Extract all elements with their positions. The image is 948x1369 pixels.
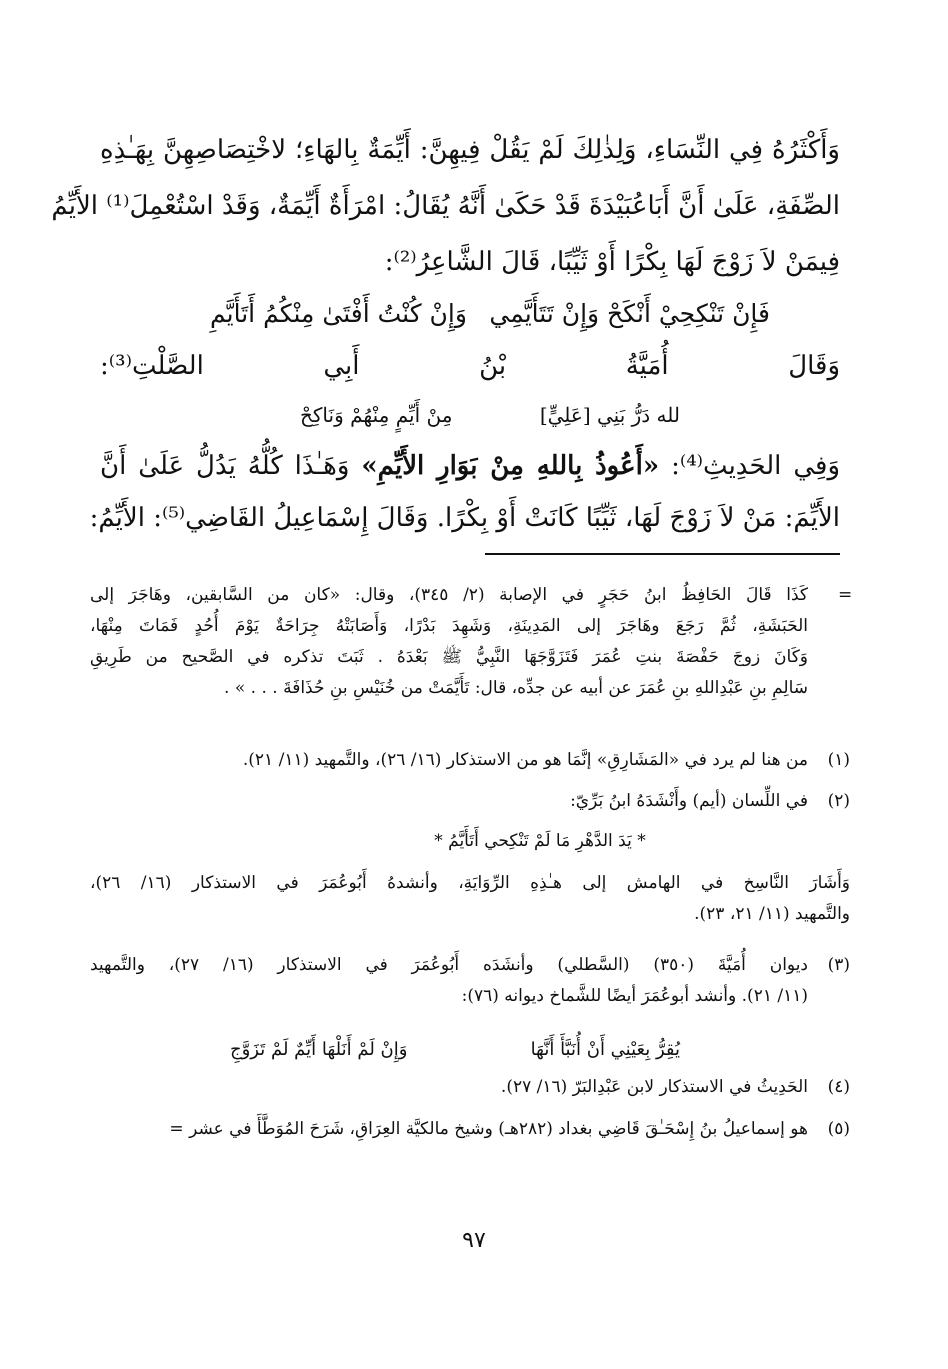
footnote-continuation-line: سَالِمِ بنِ عَبْدِاللهِ بنِ عُمَرَ عن أبيه عن جدِّه، قال: تَأَيَّمَتْ من خُنَيْسِ بنِ حُذَافَةَ . . . » . [224,678,808,698]
footnote-text: والتَّمهيد (١١/ ٢١، ٢٣). [694,904,850,924]
verse-1-second-hemistich: وَإِنْ كُنْتُ أَفْتَىٰ مِنْكُمُ أَتَأَيَّمِ [210,299,467,328]
main-text-closing-line: الأَيِّمَ: مَنْ لاَ زَوْجَ لَهَا، ثَيِّبًا كَانَتْ أَوْ بِكْرًا. وَقَالَ إِسْمَاعِيلُ القَاضِي⁽⁵⁾: الأَيِّمُ: [89,503,840,533]
hadith-after: وَهَـٰذَا كُلُّهُ يَدُلُّ عَلَىٰ أَنَّ [100,451,362,481]
footnote-2-verse [90,826,850,857]
footnote-3 [90,950,850,1012]
footnote-text: في اللِّسان (أيم) وأَنْشَدَهُ ابنُ بَرِّيّ: [570,791,808,811]
main-text-line-2: الصِّفَةِ، عَلَىٰ أَنَّ أَبَاعُبَيْدَةَ قَدْ حَكَىٰ أَنَّهُ يُقَالُ: امْرَأَةٌ أَيِّمَةٌ، وَقَدْ اسْتُعْمِلَ⁽¹⁾ الأَيِّمُ [51,191,840,221]
footnote-text: وَأَشَارَ النَّاسِخ في الهامش إلى هـٰذِهِ الرِّوَايَةِ، وأنشدهُ أَبُوعُمَرَ في الاستذكار (١٦/ ٢٦)، [90,873,850,893]
footnote-continuation-line: الحَبَشَةِ، ثُمَّ رَجَعَ وهَاجَرَ إلى المَدِينَةِ، وَشَهِدَ بَدْرًا، وَأَصَابَتْهُ جِرَاحَةٌ يَوْمَ أُحُدٍ فَمَاتَ مِنْهَا، [90,616,808,636]
continuation-mark: = [838,585,853,605]
main-text-line-3: فِيمَنْ لاَ زَوْجَ لَهَا بِكْرًا أَوْ ثَيِّبًا، قَالَ الشَّاعِرُ⁽²⁾: [384,247,840,277]
footnote-text: الحَدِيثُ في الاستذكار لابن عَبْدِالبَرّ (١٦/ ٢٧). [500,1077,808,1097]
footnote-2 [90,786,850,817]
verse-2-second-hemistich: مِنْ أَيِّمٍ مِنْهُمْ وَنَاكِحْ [300,403,453,427]
footnote-2-continued [90,868,850,930]
main-text-block [51,122,840,290]
footnote-text: من هنا لم يرد في «المَشَارِقِ» إنَّمَا هو من الاستذكار (١٦/ ٢٦)، والتَّمهيد (١١/ ٢١). [242,750,808,770]
page-number: ٩٧ [462,1228,486,1253]
footnote-3-verse-second: وَإِنْ لَمْ أَنَلْهَا أَيِّمٌ لَمْ تَزَوَّجِ [230,1039,408,1060]
hadith-line [100,438,840,494]
main-text-line-1: وَأَكْثَرُهُ فِي النِّسَاءِ، وَلِذٰلِكَ لَمْ يَقُلْ فِيهِنَّ: أَيِّمَةٌ بِالهَاءِ؛ لاخْتِصَاصِهِنَّ بِهَـٰذِهِ [100,135,840,165]
footnote-3-verse-first: يُقِرُّ بِعَيْنِي أَنْ أُنَبَّأَ أَنَّهَا [530,1039,680,1060]
poetry-verse-2 [300,398,680,432]
footnote-text: ديوان أُمَيَّةَ (٣٥٠) (السَّطلي) وأنشَدَه أَبُوعُمَرَ في الاستذكار (١٦/ ٢٧)، والتَّمهيد [90,955,809,975]
footnote-3-verse [230,1033,680,1067]
footnote-5 [90,1114,850,1145]
hadith-quote: «أَعُوذُ بِاللهِ مِنْ بَوَارِ الأَيِّمِ» [361,451,660,481]
verse-2-first-hemistich: لله دَرُّ بَنِي [عَلِيٍّ] [539,403,680,427]
footnote-number: (٢) [827,791,850,811]
footnote-number: (٥) [827,1119,850,1139]
footnote-continuation [90,580,853,704]
poetry-verse-1 [210,292,770,336]
footnote-separator [485,553,840,555]
footnote-text: هو إسماعيلُ بنُ إِسْحَـٰقَ قَاضِي بغداد (٢٨٢هـ) وشيخ مالكيَّة العِرَاقِ، شَرَحَ المُوَطَّأَ في عشر = [169,1119,808,1139]
footnote-number: (٤) [827,1077,850,1097]
footnote-4 [90,1072,850,1103]
umayya-intro-line: وَقَالَ أُمَيَّةُ بْنُ أَبِي الصَّلْتِ⁽³⁾: [100,351,840,381]
footnote-1 [90,745,850,776]
footnote-number: (١) [827,750,850,770]
footnote-continuation-line: وَكَانَ زوجَ حَفْصَةَ بنتِ عُمَرَ فَتَزَوَّجَهَا النَّبِيُّ ﷺ بَعْدَهُ . ثَبَتَ تذكره في الصَّحيح من طَرِيقِ [90,647,808,667]
footnote-number: (٣) [827,955,851,975]
verse-1-first-hemistich: فَإِنْ تَنْكِحِيْ أَنْكَحْ وَإِنْ تَتَأَيَّمِي [489,299,770,328]
footnote-text: (١١/ ٢١). وأنشد أبوعُمَرَ أيضًا للشَّماخ ديوانه (٧٦): [461,986,808,1006]
footnote-2-verse-text: * يَدَ الدَّهْرِ مَا لَمْ تَنْكِحي أَتَأَيَّمُ * [434,831,646,851]
footnote-continuation-line: كَذَا قَالَ الحَافِظُ ابنُ حَجَرٍ في الإصابة (٢/ ٣٤٥)، وقال: «كان من السَّابقين، وهَاجَرَ إلى [90,585,808,605]
hadith-intro: وَفِي الحَدِيثِ⁽⁴⁾: [659,451,841,481]
